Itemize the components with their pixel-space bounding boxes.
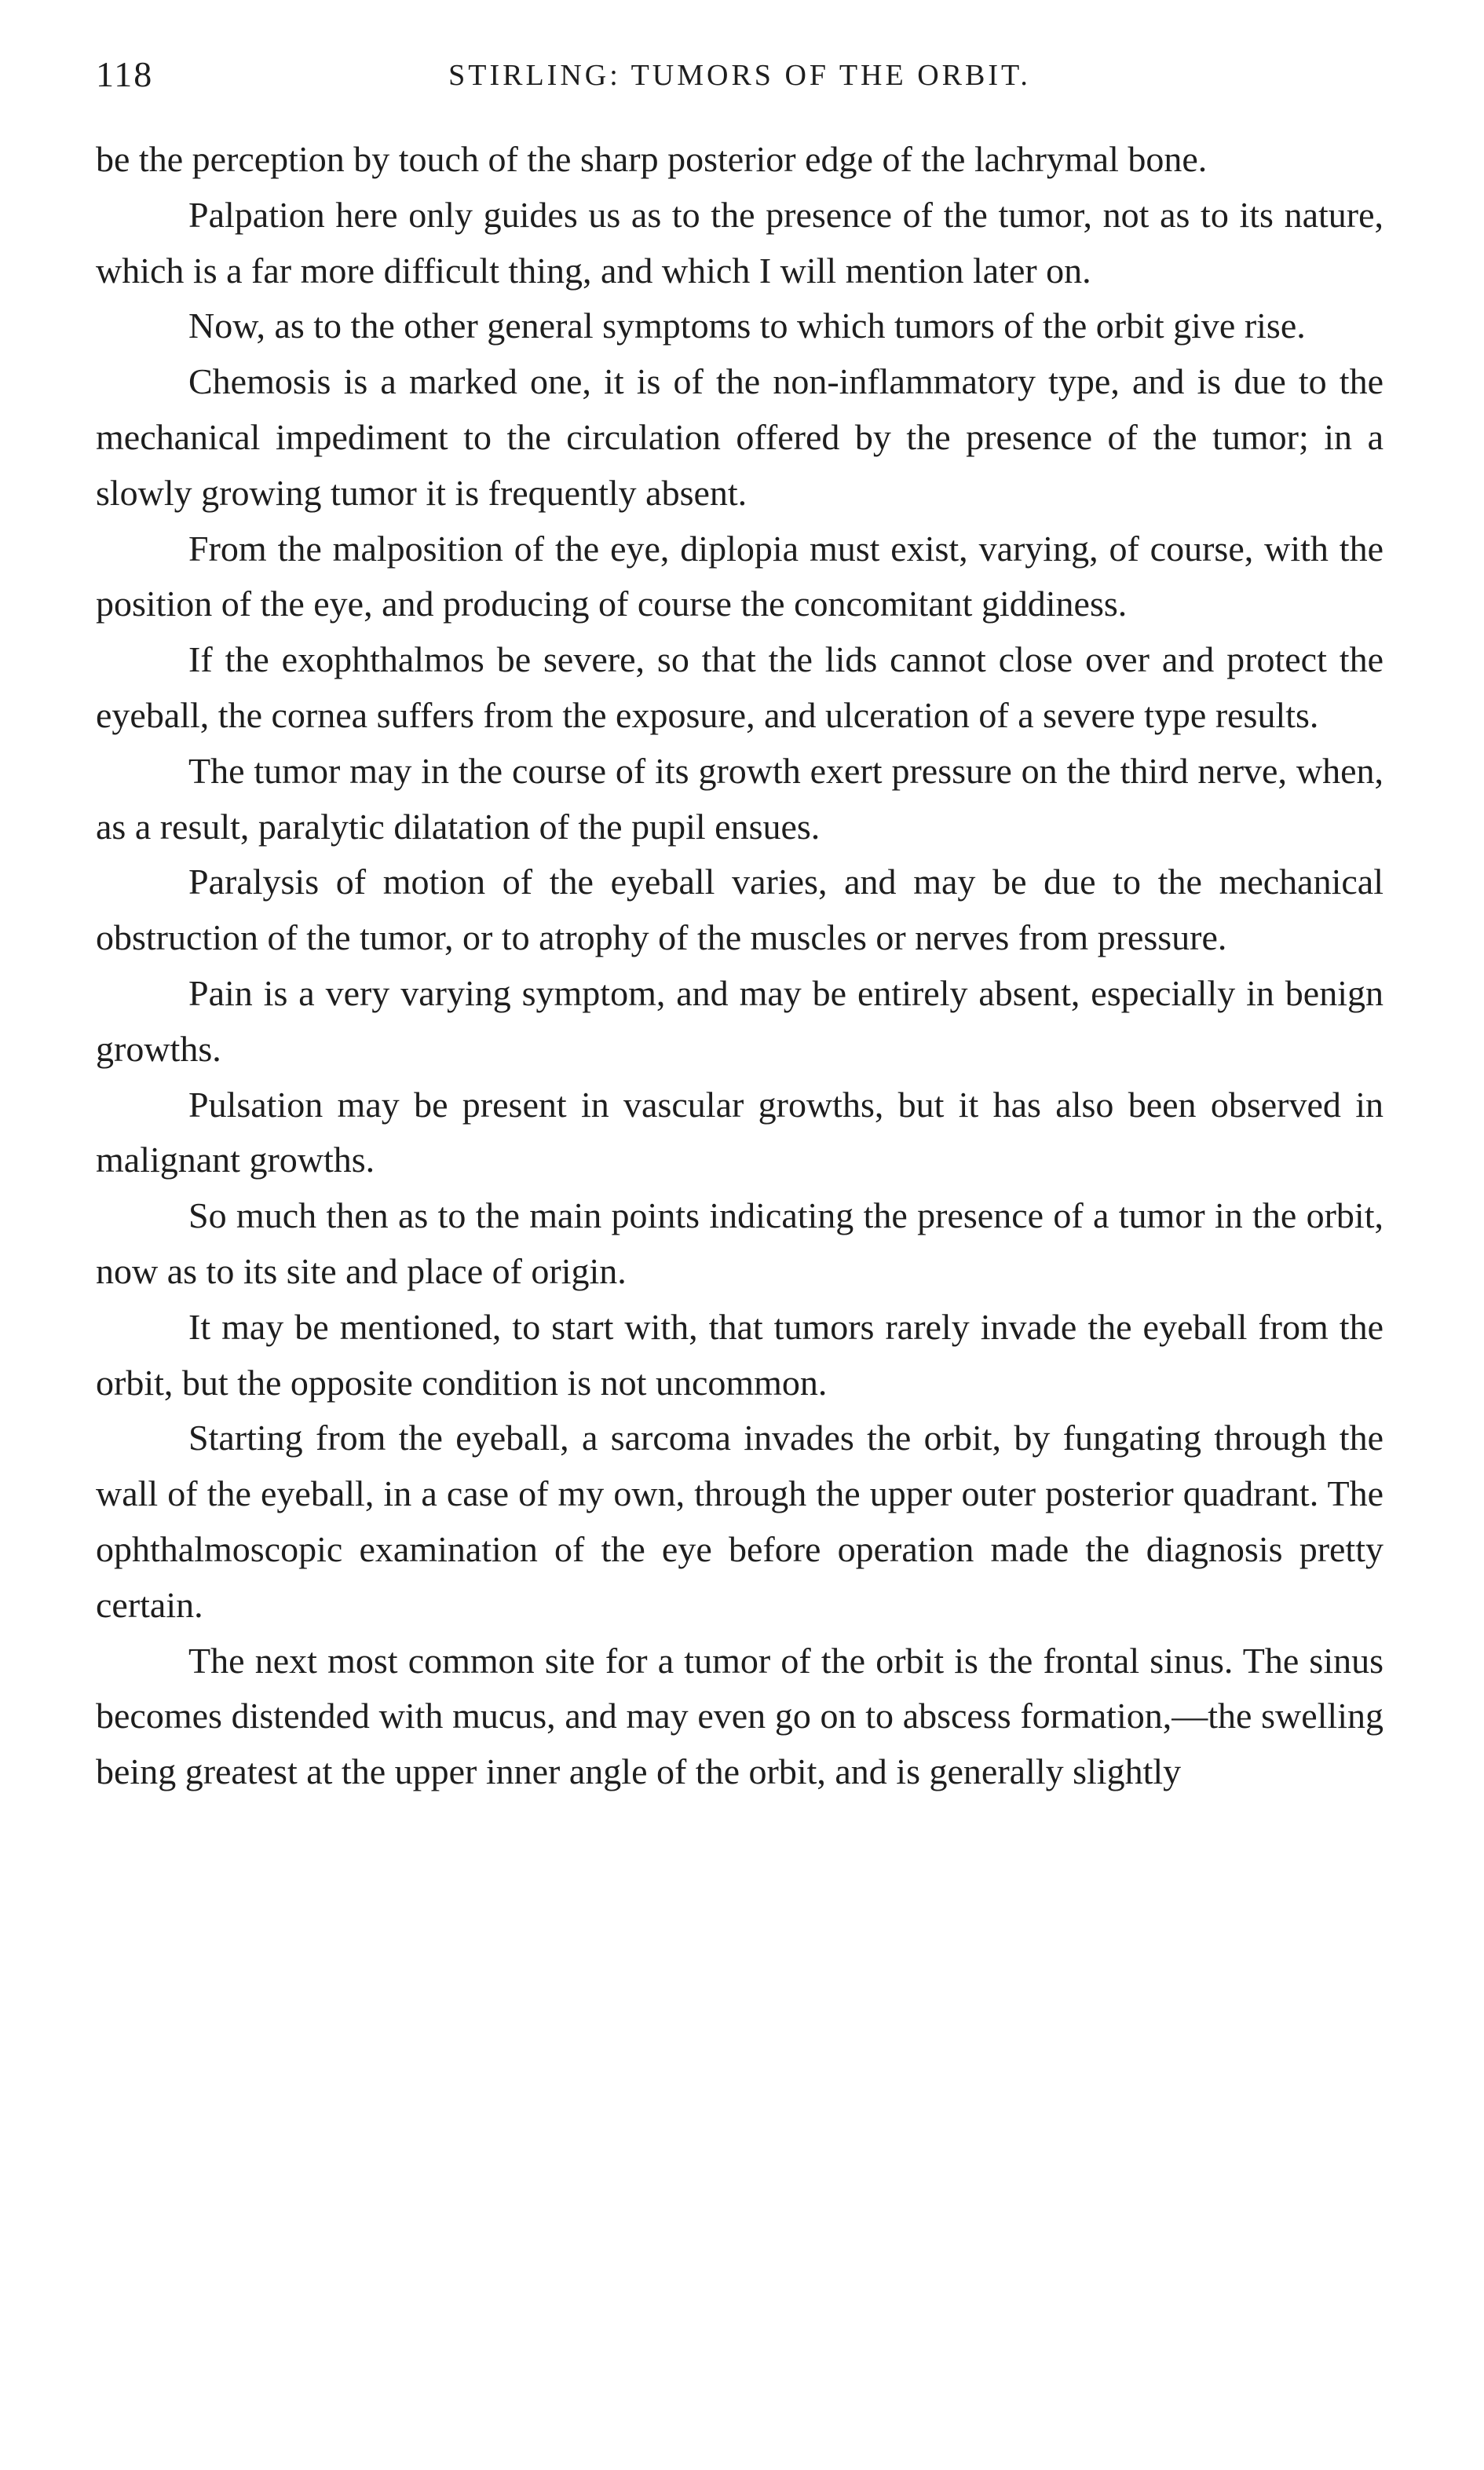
paragraph: It may be mentioned, to start with, that tumors rarely invade the eyeball from the orbit, but the opposite condition is not uncommon. — [96, 1306, 1383, 1403]
paragraph: So much then as to the main points indicating the presence of a tumor in the orbit, now as to its site and place of origin. — [96, 1195, 1383, 1291]
page-number: 118 — [96, 54, 154, 94]
paragraph: Pulsation may be present in vascular growths, but it has also been observed in malignant growths. — [96, 1084, 1383, 1180]
paragraph: Starting from the eyeball, a sarcoma invades the orbit, by fungating through the wall of the eyeball, in a case of my own, through the upper outer posterior quadrant. The ophthalmoscopic examination of the eye before operation made the diagnosis pretty certain. — [96, 1418, 1383, 1625]
paragraph: Pain is a very varying symptom, and may be entirely absent, especially in benign growths. — [96, 972, 1383, 1069]
paragraph: The tumor may in the course of its growth exert pressure on the third nerve, when, as a result, paralytic dilatation of the pupil ensues. — [96, 750, 1383, 847]
paragraph: Paralysis of motion of the eyeball varies, and may be due to the mechanical obstruction of the tumor, or to atrophy of the muscles or nerves from pressure. — [96, 862, 1383, 958]
running-title: STIRLING: TUMORS OF THE ORBIT. — [448, 59, 1031, 92]
paragraph: Now, as to the other general symptoms to which tumors of the orbit give rise. — [188, 306, 1306, 346]
paragraph: From the malposition of the eye, diplopia must exist, varying, of course, with the position of the eye, and producing of course the concomitant giddiness. — [96, 528, 1383, 624]
running-head — [96, 53, 1383, 108]
paragraph: Chemosis is a marked one, it is of the non-inflammatory type, and is due to the mechanical impediment to the circulation offered by the presence of the tumor; in a slowly growing tumor it is frequently absent. — [96, 361, 1383, 513]
body-text — [96, 132, 1383, 1800]
paragraph: If the exophthalmos be severe, so that the lids cannot close over and protect the eyeball, the cornea suffers from the exposure, and ulceration of a severe type results. — [96, 639, 1383, 735]
paragraph: The next most common site for a tumor of the orbit is the frontal sinus. The sinus becomes distended with mucus, and may even go on to abscess formation,—the swelling being greatest at the upper inner angle of the orbit, and is generally slightly — [96, 1640, 1383, 1792]
paragraph: be the perception by touch of the sharp posterior edge of the lachrymal bone. — [96, 139, 1208, 179]
paragraph: Palpation here only guides us as to the presence of the tumor, not as to its nature, which is a far more difficult thing, and which I will mention later on. — [96, 194, 1383, 291]
